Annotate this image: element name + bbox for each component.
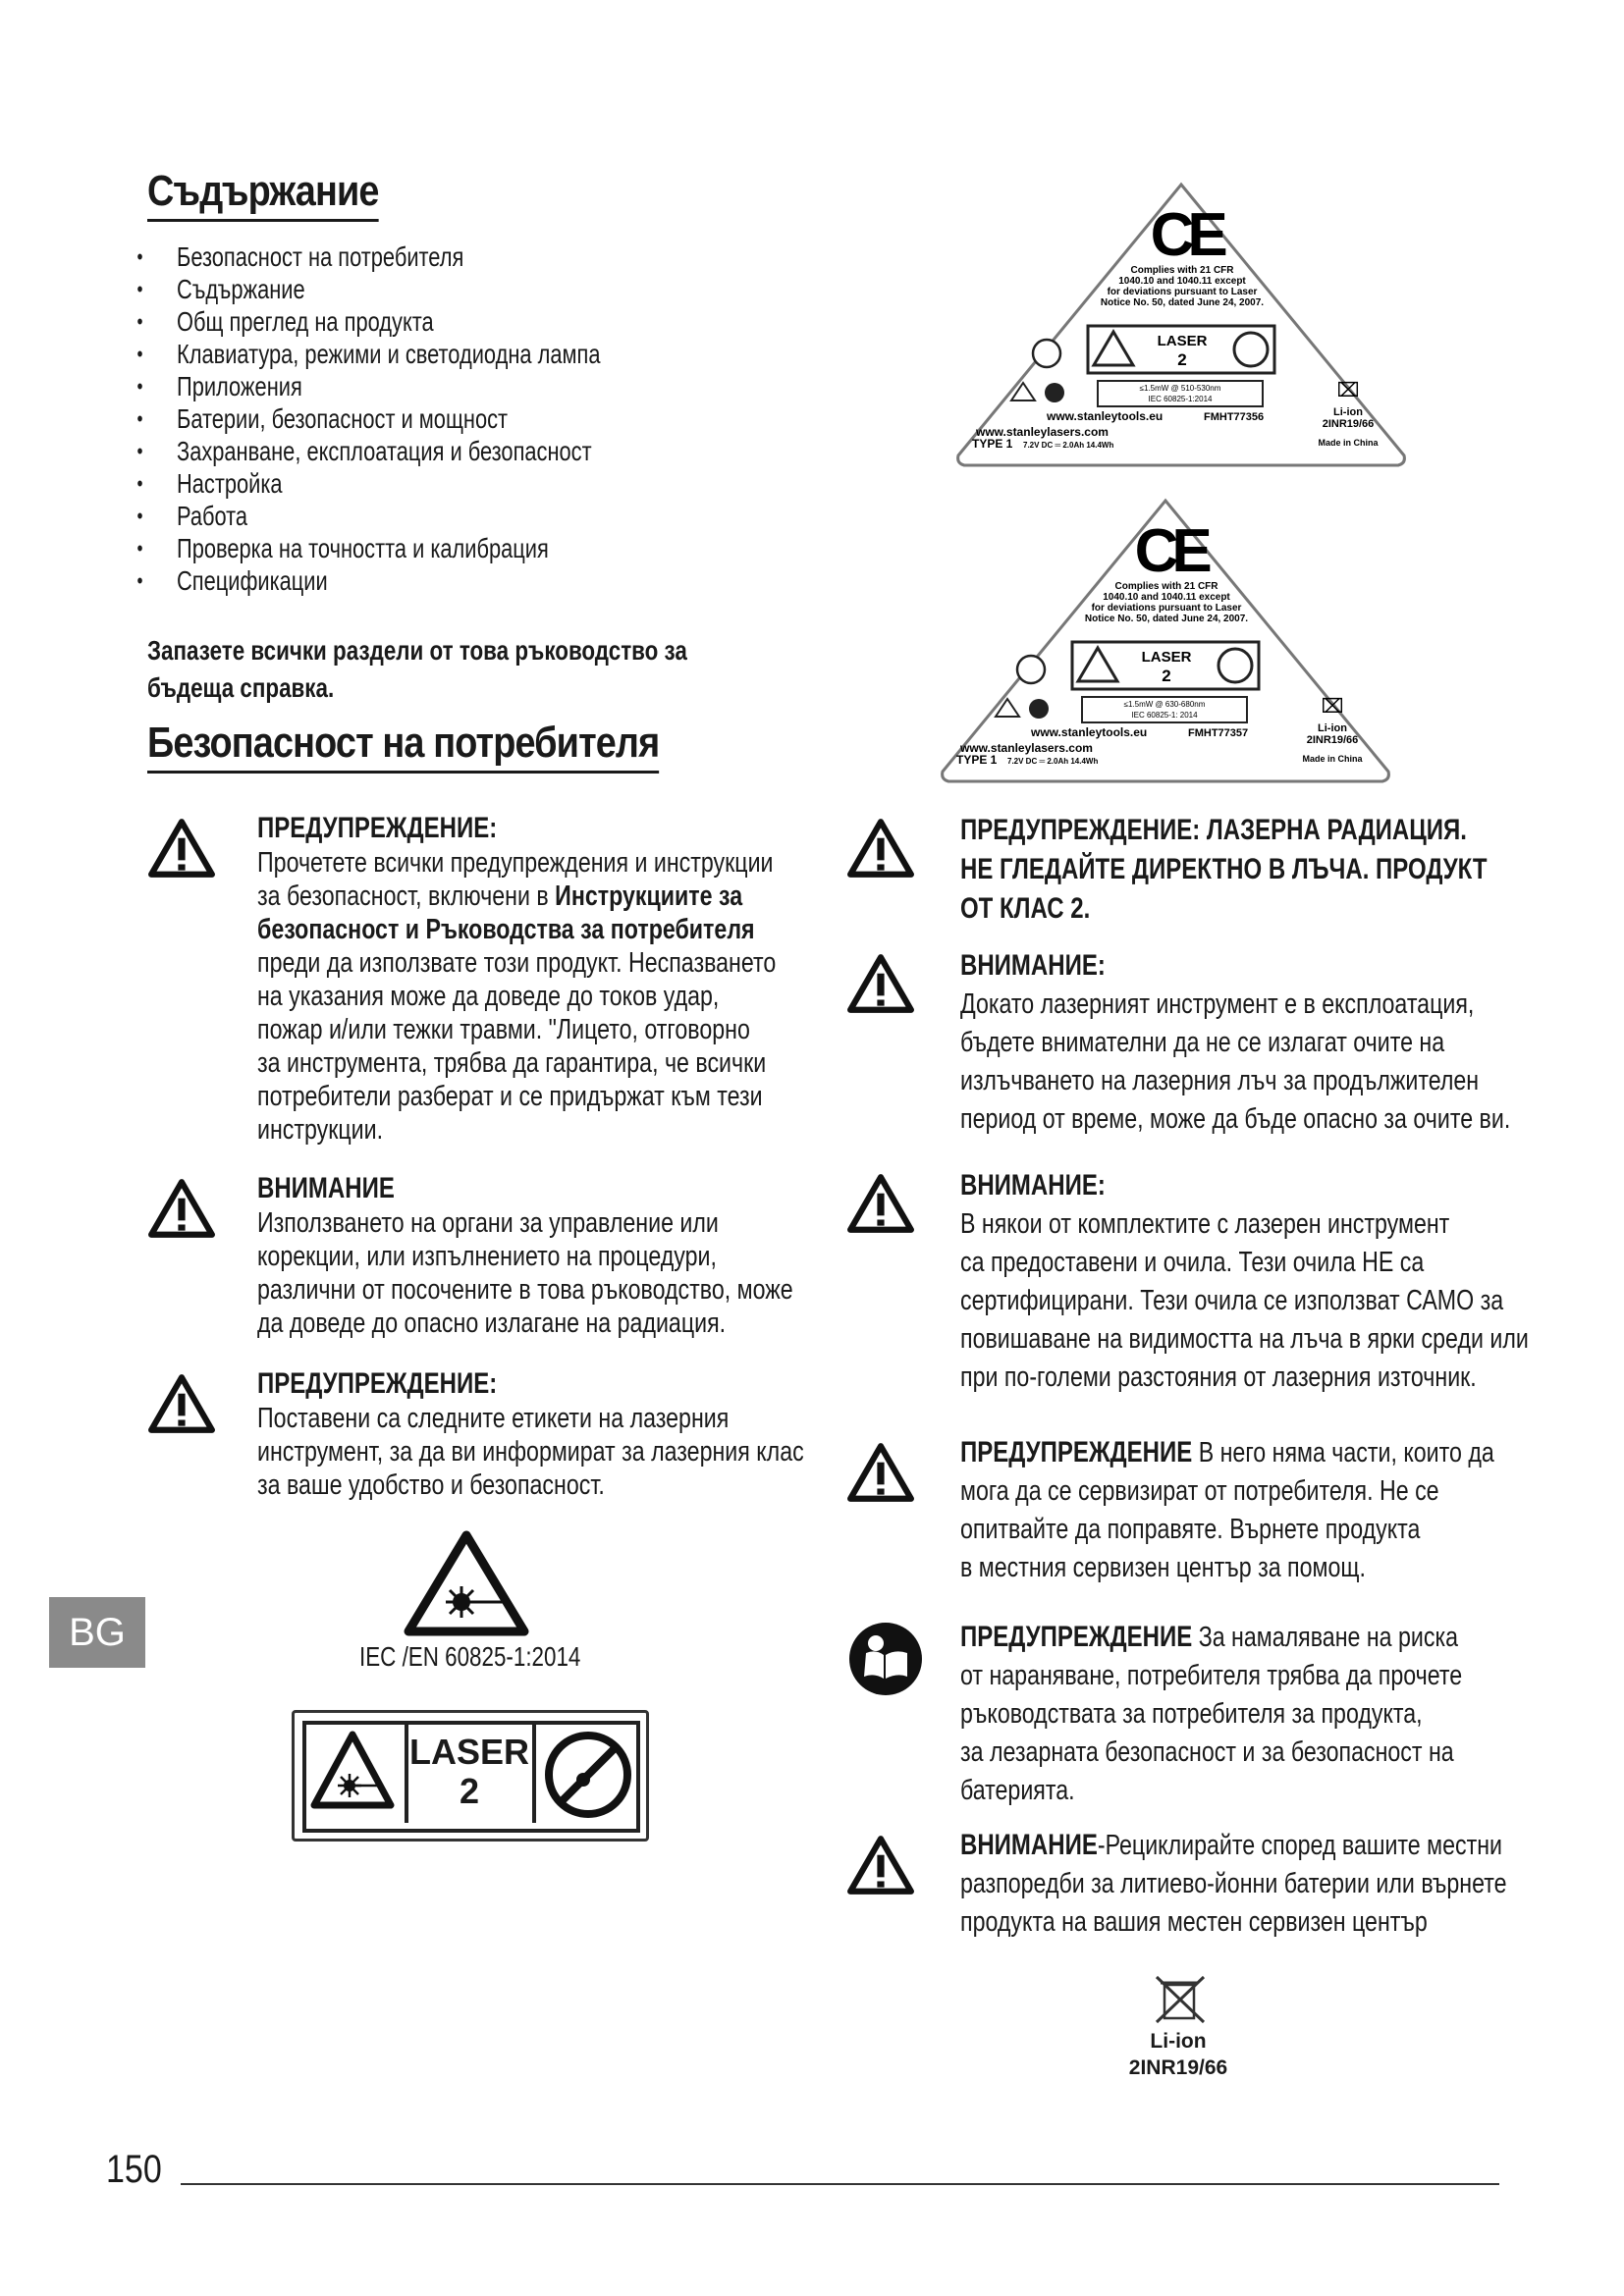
warning-text: на указания може да доведе до токов удар,	[257, 981, 720, 1012]
warning-icon	[846, 1441, 915, 1509]
warning-line: В някои от комплектите с лазерен инструмент	[960, 1208, 1450, 1240]
warning-line	[257, 1273, 807, 1307]
svg-text:Made in China: Made in China	[1318, 438, 1379, 448]
toc-item	[136, 564, 713, 597]
warning-line	[257, 1240, 807, 1273]
warning-line: батерията.	[960, 1775, 1075, 1806]
warning-title: НЕ ГЛЕДАЙТЕ ДИРЕКТНО В ЛЪЧА. ПРОДУКТ	[960, 853, 1488, 885]
warning-icon	[147, 817, 216, 884]
warning-line: от нараняване, потребителя трябва да прочете	[960, 1660, 1463, 1691]
warning-line	[257, 1402, 807, 1435]
svg-text:www.stanleylasers.com: www.stanleylasers.com	[976, 425, 1109, 439]
warning-line	[257, 1307, 807, 1340]
svg-text:www.stanleytools.eu: www.stanleytools.eu	[1031, 725, 1148, 739]
product-label-2	[935, 495, 1396, 789]
read-manual-icon	[846, 1620, 925, 1703]
left-warning-block	[257, 811, 807, 1147]
page-number: 150	[106, 2148, 162, 2191]
bullet: •	[136, 536, 143, 561]
iec-label: IEC /EN 60825-1:2014	[359, 1641, 581, 1672]
warning-icon	[846, 1834, 915, 1901]
warning-text: за безопасност, включени в	[257, 881, 556, 912]
toc-item	[136, 370, 713, 402]
bullet: •	[136, 244, 143, 269]
warning-text: инструмент, за да ви информират за лазерния клас	[257, 1436, 804, 1468]
warning-line	[257, 1468, 807, 1502]
toc-item-label: Батерии, безопасност и мощност	[177, 403, 509, 434]
warning-line: повишаване на видимостта на лъча в ярки среди или	[960, 1323, 1529, 1355]
language-tab: BG	[49, 1597, 145, 1668]
svg-text:IEC 60825-1:2014: IEC 60825-1:2014	[1148, 395, 1213, 403]
warning-lead: ПРЕДУПРЕЖДЕНИЕ	[960, 1621, 1193, 1653]
laser-hazard-symbol	[403, 1529, 530, 1637]
toc-item-label: Общ преглед на продукта	[177, 306, 434, 337]
right-warning-block	[960, 1826, 1507, 1942]
warning-lead: ПРЕДУПРЕЖДЕНИЕ	[960, 1436, 1193, 1468]
warning-text: корекции, или изпълнението на процедури,	[257, 1241, 717, 1272]
warning-line: разпоредби за литиево-йонни батерии или върнете	[960, 1868, 1507, 1899]
svg-text:TYPE 1: TYPE 1	[956, 753, 998, 767]
svg-text:2INR19/66: 2INR19/66	[1306, 734, 1359, 746]
toc-item-label: Съдържание	[177, 274, 305, 304]
right-warning-block	[960, 811, 1488, 929]
warning-text: за ваше удобство и безопасност.	[257, 1469, 605, 1501]
warning-line: при по-големи разстояния от лазерния източник.	[960, 1362, 1477, 1393]
warning-title: ВНИМАНИЕ:	[960, 1169, 1106, 1201]
right-warning-block	[960, 946, 1511, 1139]
svg-text:E: E	[1187, 201, 1228, 269]
svg-text:C: C	[1150, 201, 1195, 269]
svg-text:≤1.5mW @ 630-680nm: ≤1.5mW @ 630-680nm	[1123, 700, 1206, 709]
compliance-text: 1040.10 and 1040.11 except	[1118, 276, 1246, 287]
compliance-text: for deviations pursuant to Laser	[1107, 287, 1258, 297]
left-warning-block	[257, 1171, 807, 1340]
bullet: •	[136, 309, 143, 334]
toc-item	[136, 240, 713, 273]
compliance-text: Complies with 21 CFR	[1130, 265, 1234, 276]
right-warning-block	[960, 1433, 1494, 1587]
warning-line: за лезарната безопасност и за безопасност на	[960, 1736, 1454, 1768]
warning-line: в местния сервизен център за помощ.	[960, 1552, 1366, 1583]
warning-line	[257, 880, 807, 913]
toc-list	[136, 240, 864, 597]
svg-text:⌧: ⌧	[1336, 380, 1360, 401]
toc-item	[136, 402, 713, 435]
toc-item-label: Работа	[177, 501, 248, 531]
warning-title: ВНИМАНИЕ:	[960, 949, 1106, 982]
warning-line: излъчването на лазерния лъч за продължителен	[960, 1065, 1480, 1096]
warning-line: ръководствата за потребителя за продукта,	[960, 1698, 1423, 1730]
warning-icon	[147, 1372, 216, 1440]
warning-text: Прочетете всички предупреждения и инструкции	[257, 847, 774, 879]
warning-line	[257, 913, 807, 946]
svg-text:www.stanleylasers.com: www.stanleylasers.com	[960, 741, 1093, 755]
warning-text: Поставени са следните етикети на лазерния	[257, 1403, 730, 1434]
svg-text:TYPE 1: TYPE 1	[972, 437, 1013, 451]
footer-rule	[181, 2183, 1499, 2185]
warning-line: сертифицирани. Тези очила се използват САМО за	[960, 1285, 1504, 1316]
warning-line	[257, 1046, 807, 1080]
warning-line	[257, 846, 807, 880]
warning-line: опитвайте да поправяте. Върнете продукта	[960, 1514, 1421, 1545]
compliance-text: Complies with 21 CFR	[1114, 581, 1218, 592]
compliance-text: for deviations pursuant to Laser	[1091, 603, 1242, 614]
warning-text: Инструкциите за	[555, 881, 743, 912]
battery-type: Li-ion	[1150, 2030, 1207, 2053]
warning-title: ПРЕДУПРЕЖДЕНИЕ:	[257, 1367, 498, 1400]
laser-warning-icon	[310, 1731, 395, 1816]
laser-class-label	[292, 1710, 649, 1842]
svg-text:FMHT77356: FMHT77356	[1204, 411, 1265, 423]
toc-item	[136, 500, 713, 532]
warning-line	[960, 1826, 1502, 1865]
crossed-bin-icon	[1153, 1973, 1208, 2031]
bullet: •	[136, 568, 143, 593]
warning-text: За намаляване на риска	[1192, 1622, 1459, 1653]
toc-item	[136, 435, 713, 467]
compliance-text: 1040.10 and 1040.11 except	[1103, 592, 1230, 603]
battery-info	[1080, 2028, 1276, 2081]
bullet: •	[136, 504, 143, 528]
warning-text: инструкции.	[257, 1114, 384, 1146]
warning-icon	[846, 952, 915, 1020]
compliance-text: Notice No. 50, dated June 24, 2007.	[1084, 614, 1249, 624]
svg-text:IEC 60825-1: 2014: IEC 60825-1: 2014	[1131, 711, 1198, 720]
toc-item-label: Спецификации	[177, 565, 328, 596]
svg-text:FMHT77357: FMHT77357	[1188, 727, 1249, 739]
warning-icon	[147, 1177, 216, 1245]
warning-line: бъдете внимателни да не се излагат очите на	[960, 1027, 1445, 1058]
warning-text: за инструмента, трябва да гарантира, че всички	[257, 1047, 767, 1079]
warning-text: пожар и/или тежки травми. "Лицето, отговорно	[257, 1014, 750, 1045]
svg-text:E: E	[1171, 517, 1213, 585]
svg-text:LASER: LASER	[1141, 649, 1192, 666]
warning-title: ПРЕДУПРЕЖДЕНИЕ: ЛАЗЕРНА РАДИАЦИЯ.	[960, 814, 1467, 846]
svg-text:C: C	[1134, 517, 1179, 585]
svg-text:2: 2	[1162, 667, 1171, 685]
svg-text:2: 2	[1177, 350, 1187, 369]
keep-note: Запазете всички раздели от това ръководство за бъдеща справка.	[147, 635, 687, 703]
safety-title: Безопасност на потребителя	[147, 719, 659, 768]
toc-item-label: Приложения	[177, 371, 302, 401]
warning-text: безопасност и Ръководства за потребителя	[257, 914, 755, 945]
toc-item	[136, 338, 713, 370]
product-label-1	[950, 179, 1412, 473]
warning-line	[257, 1113, 807, 1147]
right-warning-block	[960, 1618, 1463, 1810]
toc-item-label: Настройка	[177, 468, 283, 499]
warning-line	[257, 946, 807, 980]
warning-line	[257, 1206, 807, 1240]
warning-text: различни от посочените в това ръководство, може	[257, 1274, 793, 1306]
toc-item-label: Безопасност на потребителя	[177, 241, 464, 272]
warning-lead: ВНИМАНИЕ	[960, 1829, 1098, 1861]
toc-title: Съдържание	[147, 167, 379, 216]
svg-text:⌧: ⌧	[1321, 696, 1344, 718]
left-warning-block	[257, 1366, 807, 1502]
warning-text: преди да използвате този продукт. Неспазването	[257, 947, 777, 979]
warning-title: ОТ КЛАС 2.	[960, 892, 1091, 925]
warning-line	[257, 1013, 807, 1046]
warning-text: да доведе до опасно излагане на радиация.	[257, 1308, 727, 1339]
compliance-text: Notice No. 50, dated June 24, 2007.	[1100, 297, 1265, 308]
toc-item-label: Клавиатура, режими и светодиодна лампа	[177, 339, 601, 369]
svg-text:7.2V DC ═ 2.0Ah 14.4Wh: 7.2V DC ═ 2.0Ah 14.4Wh	[1007, 757, 1099, 766]
warning-line	[960, 1618, 1463, 1657]
bullet: •	[136, 277, 143, 301]
svg-text:Made in China: Made in China	[1302, 754, 1363, 764]
warning-line	[960, 1433, 1494, 1472]
laser-class-number: 2	[459, 1771, 480, 1811]
toc-item	[136, 305, 713, 338]
bullet: •	[136, 406, 143, 431]
no-stare-icon	[540, 1727, 636, 1828]
warning-title: ВНИМАНИЕ	[257, 1172, 395, 1204]
toc-item-label: Захранване, експлоатация и безопасност	[177, 436, 592, 466]
bullet: •	[136, 342, 143, 366]
warning-line: период от време, може да бъде опасно за очите ви.	[960, 1103, 1511, 1135]
svg-text:Li-ion: Li-ion	[1318, 722, 1347, 734]
warning-line	[257, 1080, 807, 1113]
svg-text:7.2V DC ═ 2.0Ah 14.4Wh: 7.2V DC ═ 2.0Ah 14.4Wh	[1023, 441, 1114, 450]
toc-item-label: Проверка на точността и калибрация	[177, 533, 549, 563]
svg-text:LASER: LASER	[1157, 333, 1208, 349]
bullet: •	[136, 374, 143, 399]
warning-line: мога да се сервизират от потребителя. Не се	[960, 1475, 1439, 1507]
toc-item	[136, 532, 713, 564]
bullet: •	[136, 439, 143, 463]
svg-text:Li-ion: Li-ion	[1333, 406, 1363, 418]
warning-line: продукта на вашия местен сервизен център	[960, 1906, 1428, 1938]
battery-code: 2INR19/66	[1128, 2056, 1228, 2079]
warning-text: В него няма части, които да	[1192, 1437, 1494, 1468]
warning-text: потребители разберат и се придържат към тези	[257, 1081, 763, 1112]
svg-text:≤1.5mW @ 510-530nm: ≤1.5mW @ 510-530nm	[1139, 384, 1221, 393]
warning-text: -Рециклирайте според вашите местни	[1097, 1830, 1502, 1861]
warning-line: са предоставени и очила. Тези очила НЕ са	[960, 1247, 1425, 1278]
toc-item	[136, 273, 713, 305]
toc-item	[136, 467, 713, 500]
warning-line: Докато лазерният инструмент е в експлоатация,	[960, 988, 1475, 1020]
warning-text: Използването на органи за управление или	[257, 1207, 719, 1239]
svg-text:www.stanleytools.eu: www.stanleytools.eu	[1047, 409, 1164, 423]
warning-icon	[846, 817, 915, 884]
laser-word: LASER	[408, 1732, 529, 1772]
svg-text:2INR19/66: 2INR19/66	[1322, 418, 1375, 430]
bullet: •	[136, 471, 143, 496]
right-warning-block	[960, 1166, 1529, 1397]
warning-line	[257, 1435, 807, 1468]
warning-line	[257, 980, 807, 1013]
warning-title: ПРЕДУПРЕЖДЕНИЕ:	[257, 812, 498, 844]
warning-icon	[846, 1172, 915, 1240]
